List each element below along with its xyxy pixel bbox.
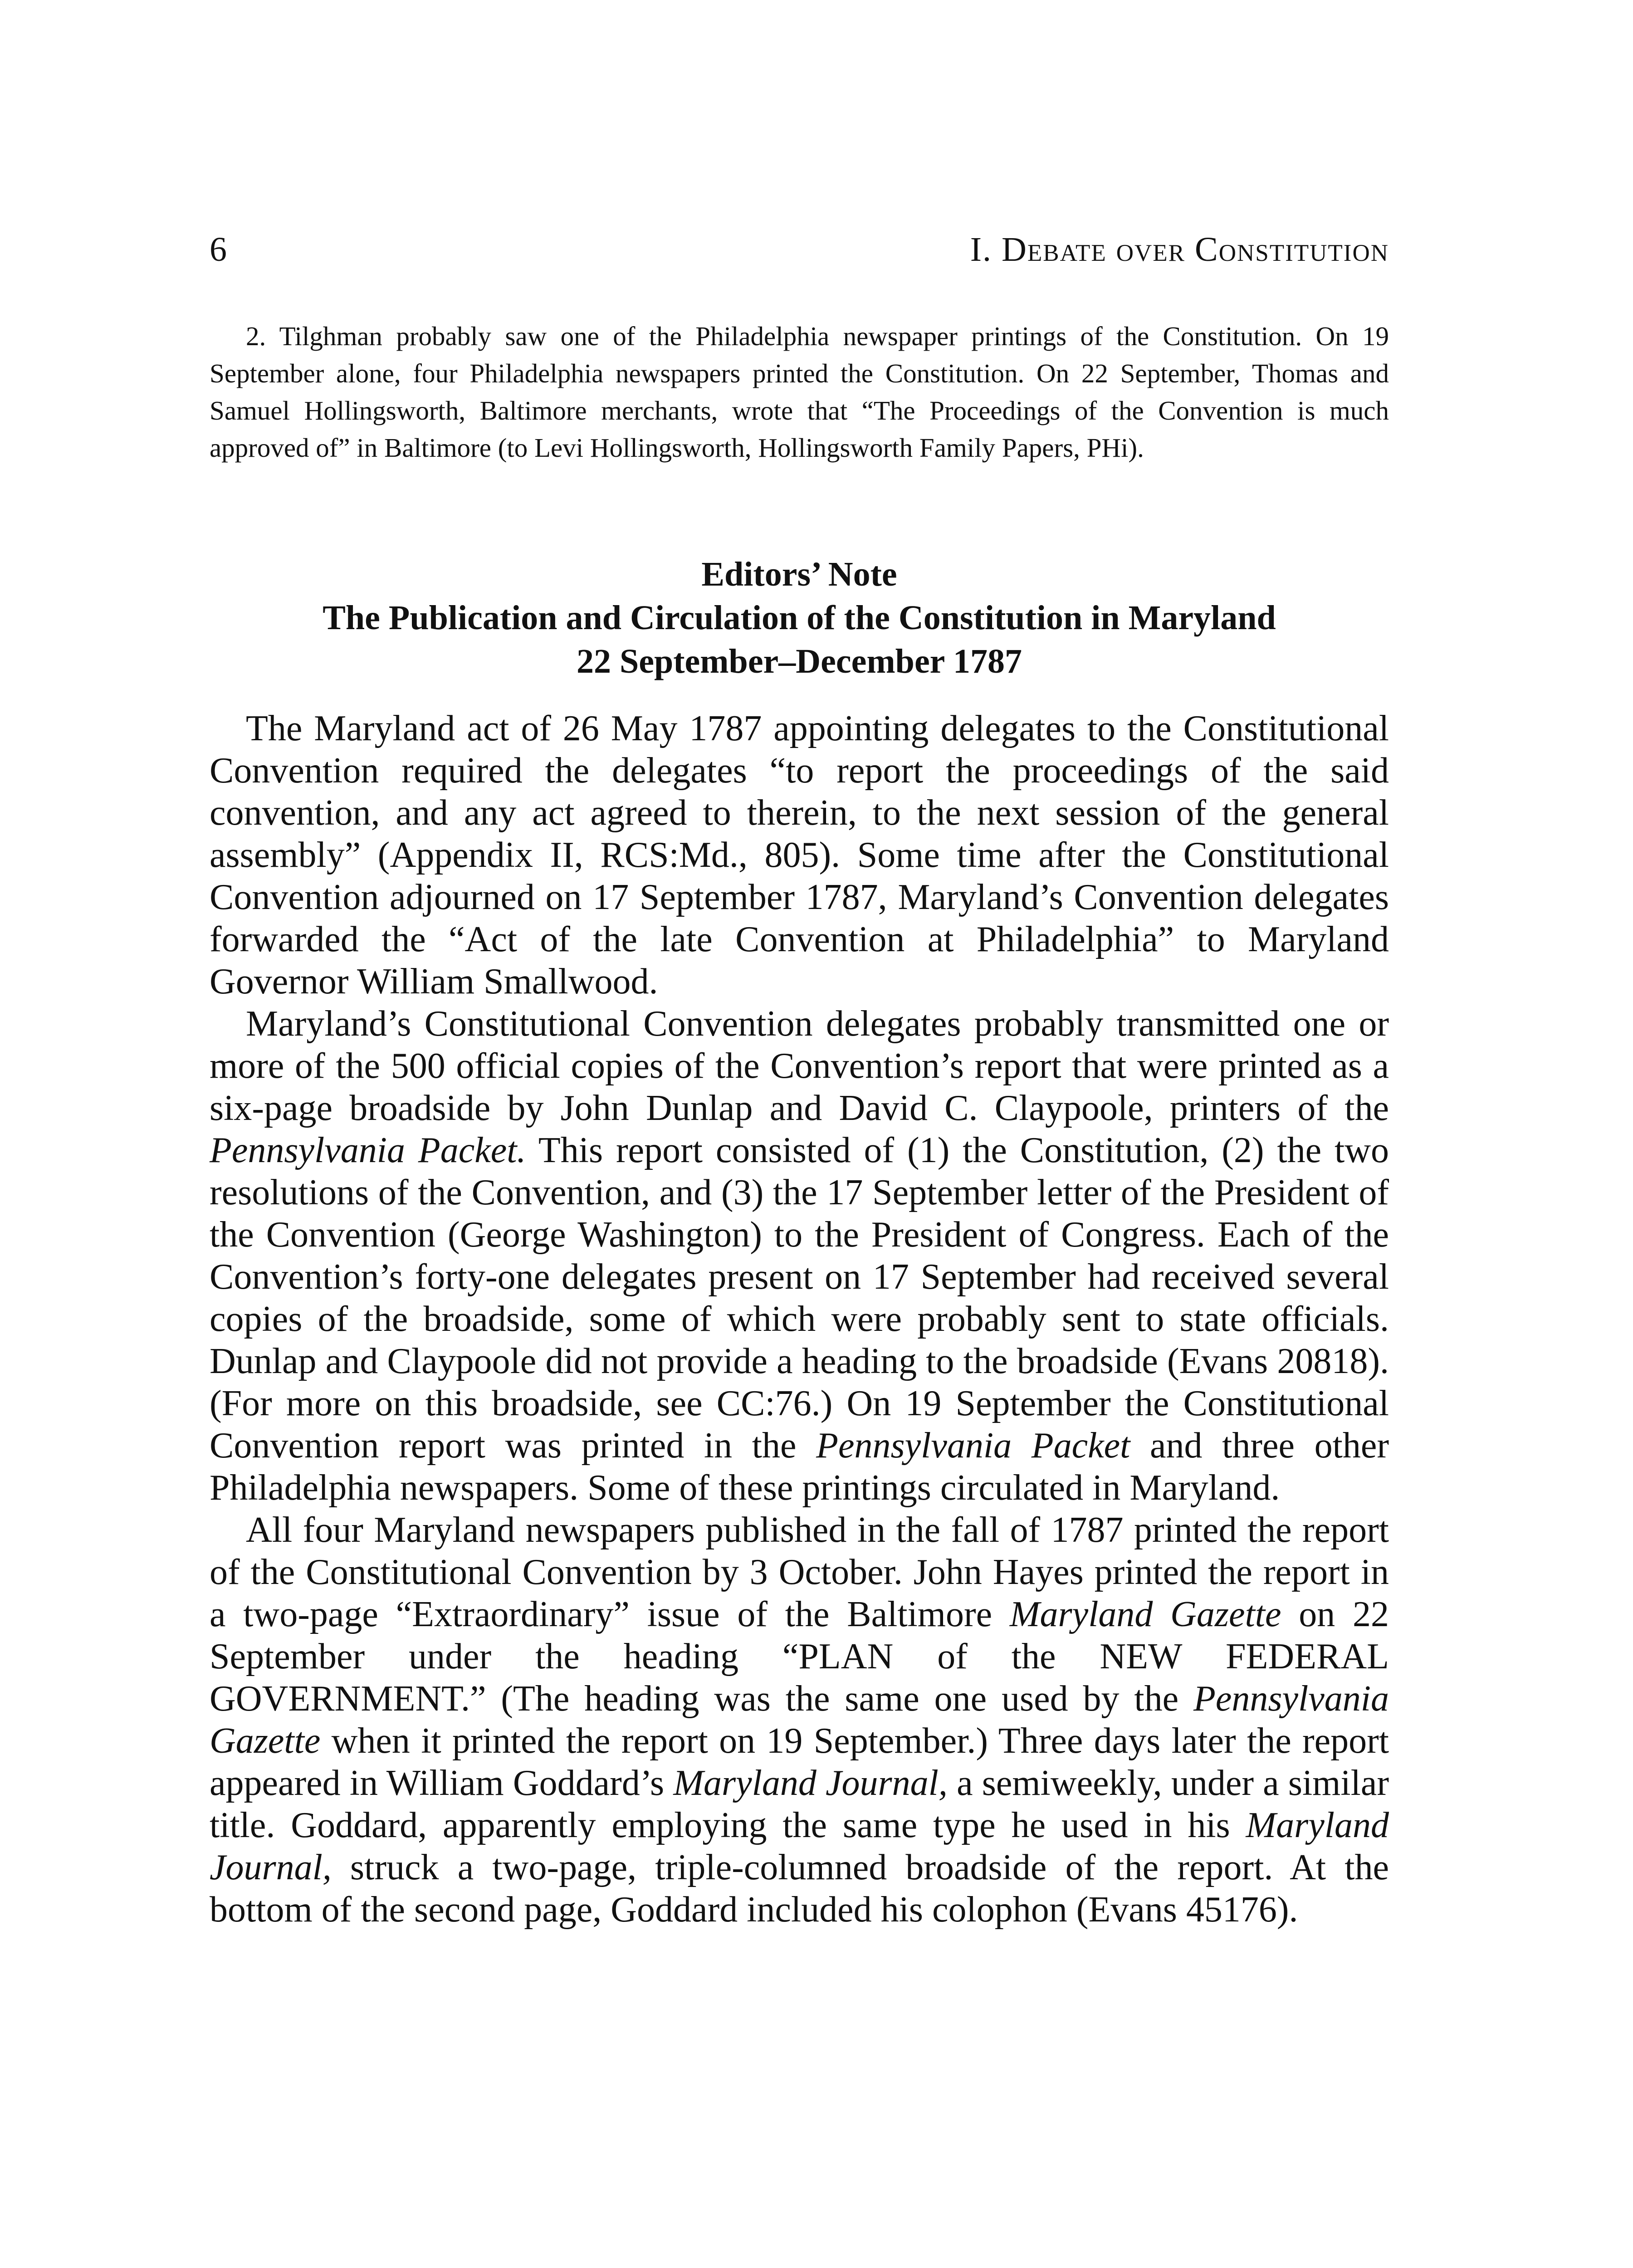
paragraph-2-italic-2: Pennsylvania Packet	[816, 1426, 1130, 1466]
running-head	[210, 225, 1389, 274]
body-text	[210, 708, 1389, 1931]
footnote-text: 2. Tilghman probably saw one of the Philadelphia newspaper printings of the Constitution. On 19 September alone, four Philadelphia newspapers printed the Constitution. On 22 September, Thomas and Samuel Hollingsworth, Baltimore merchants, wrote that “The Proceedings of the Convention is much approved of” in Baltimore (to Levi Hollingsworth, Hollingsworth Family Papers, PHi).	[210, 321, 1389, 463]
paragraph-3-text-e: struck a two-page, triple-columned broadside of the report. At the bottom of the second page, Goddard included his colophon (Evans 45176).	[210, 1848, 1389, 1930]
footnote	[210, 318, 1389, 466]
paragraph-3-italic-1: Maryland Gazette	[1009, 1594, 1281, 1634]
page-number: 6	[210, 230, 227, 269]
editors-note-title: The Publication and Circulation of the Constitution in Maryland	[323, 599, 1276, 637]
paragraph-3-italic-4: Maryland Journal,	[210, 1805, 1389, 1887]
paragraph-2-text-c: and three other Philadelphia newspapers. Some of these printings circulated in Maryland.	[210, 1426, 1389, 1508]
paragraph-3-text-c: when it printed the report on 19 September.) Three days later the report appeared in William Goddard’s	[210, 1721, 1389, 1803]
paragraph-3	[210, 1509, 1389, 1931]
paragraph-3-italic-3: Maryland Journal,	[673, 1763, 948, 1803]
paragraph-1: The Maryland act of 26 May 1787 appointing delegates to the Constitutional Convention required the delegates “to report the proceedings of the said convention, and any act agreed to therein, to the next session of the general assembly” (Appendix II, RCS:Md., 805). Some time after the Constitutional Convention adjourned on 17 September 1787, Maryland’s Convention delegates forwarded the “Act of the late Convention at Philadelphia” to Maryland Governor William Smallwood.	[210, 709, 1389, 1002]
paragraph-2-italic-1: Pennsylvania Packet.	[210, 1130, 526, 1170]
editors-note-heading	[210, 552, 1389, 683]
section-title: I. Debate over Constitution	[970, 230, 1389, 269]
editors-note-label: Editors’ Note	[701, 555, 897, 593]
paragraph-3-text-b: on 22 September under the heading “PLAN of the NEW FEDERAL GOVERNMENT.” (The heading was the same one used by the	[210, 1594, 1389, 1719]
editors-note-date-range: 22 September–December 1787	[576, 642, 1022, 680]
paragraph-3-text-a: All four Maryland newspapers published in the fall of 1787 printed the report of the Constitutional Convention by 3 October. John Hayes printed the report in a two-page “Extraordinary” issue of the Baltimore	[210, 1510, 1389, 1634]
paragraph-2-text-b: This report consisted of (1) the Constitution, (2) the two resolutions of the Convention, and (3) the 17 September letter of the President of the Convention (George Washington) to the President of Congress. Each of the Convention’s forty-one delegates present on 17 September had received several copies of the broadside, some of which were probably sent to state officials. Dunlap and Claypoole did not provide a heading to the broadside (Evans 20818). (For more on this broadside, see CC:76.) On 19 September the Constitutional Convention report was printed in the	[210, 1130, 1389, 1466]
paragraph-3-text-d: a semiweekly, under a similar title. Goddard, apparently employing the same type he used in his	[210, 1763, 1389, 1845]
paragraph-2-text-a: Maryland’s Constitutional Convention delegates probably transmitted one or more of the 500 official copies of the Convention’s report that were printed as a six-page broadside by John Dunlap and David C. Claypoole, printers of the	[210, 1004, 1389, 1128]
paragraph-3-italic-2: Pennsylvania Gazette	[210, 1679, 1389, 1761]
paragraph-2	[210, 1003, 1389, 1509]
